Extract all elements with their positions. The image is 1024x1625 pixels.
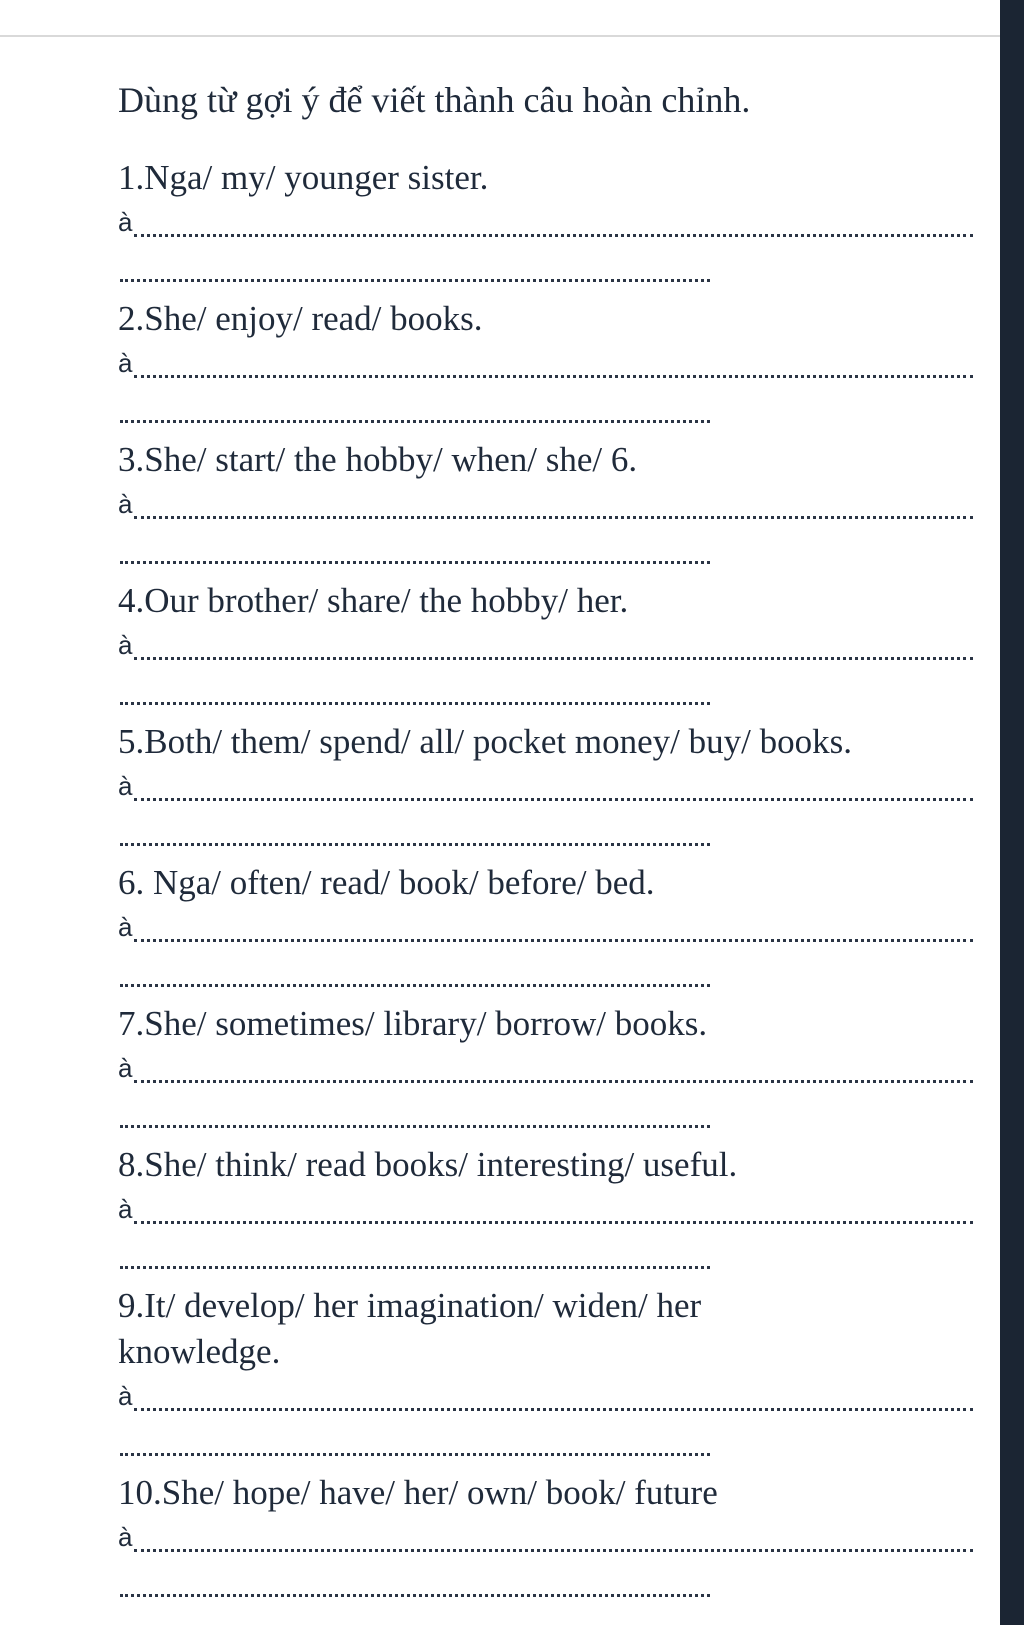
right-edge-bar — [1000, 0, 1024, 1625]
dotted-line — [120, 964, 710, 987]
worksheet-title: Dùng từ gợi ý để viết thành câu hoàn chỉnh. — [118, 80, 751, 120]
exercise-prompt: 9.It/ develop/ her imagination/ widen/ her knowledge. — [118, 1286, 702, 1371]
answer-line-continuation[interactable] — [118, 1246, 710, 1266]
answer-line-continuation[interactable] — [118, 1574, 710, 1594]
dotted-line — [134, 1388, 973, 1411]
exercise-6 — [118, 860, 978, 1001]
dotted-line — [120, 541, 710, 564]
dotted-line — [134, 496, 973, 519]
exercise-7 — [118, 1001, 978, 1142]
answer-marker: à — [118, 630, 133, 660]
dotted-line — [120, 1433, 710, 1456]
answer-marker: à — [118, 489, 133, 519]
exercise-prompt: 8.She/ think/ read books/ interesting/ useful. — [118, 1145, 738, 1184]
answer-line-continuation[interactable] — [118, 1105, 710, 1125]
dotted-line — [134, 1201, 973, 1224]
answer-line-continuation[interactable] — [118, 964, 710, 984]
dotted-line — [120, 682, 710, 705]
exercise-4 — [118, 578, 978, 719]
answer-line[interactable] — [118, 630, 973, 660]
answer-marker: à — [118, 1053, 133, 1083]
dotted-line — [120, 259, 710, 282]
exercise-prompt: 10.She/ hope/ have/ her/ own/ book/ future — [118, 1473, 718, 1512]
exercise-prompt: 2.She/ enjoy/ read/ books. — [118, 299, 483, 338]
answer-line-continuation[interactable] — [118, 541, 710, 561]
answer-line[interactable] — [118, 348, 973, 378]
answer-line[interactable] — [118, 912, 973, 942]
answer-line[interactable] — [118, 1381, 973, 1411]
answer-marker: à — [118, 348, 133, 378]
answer-line-continuation[interactable] — [118, 1433, 710, 1453]
dotted-line — [134, 637, 973, 660]
answer-marker: à — [118, 1381, 133, 1411]
exercise-10 — [118, 1470, 978, 1611]
dotted-line — [134, 919, 973, 942]
exercise-3 — [118, 437, 978, 578]
answer-marker: à — [118, 1194, 133, 1224]
exercise-prompt: 7.She/ sometimes/ library/ borrow/ books. — [118, 1004, 708, 1043]
top-divider — [0, 35, 1000, 37]
exercise-prompt: 4.Our brother/ share/ the hobby/ her. — [118, 581, 629, 620]
exercise-prompt: 6. Nga/ often/ read/ book/ before/ bed. — [118, 863, 655, 902]
answer-line[interactable] — [118, 1194, 973, 1224]
dotted-line — [120, 400, 710, 423]
answer-line[interactable] — [118, 489, 973, 519]
answer-line[interactable] — [118, 1053, 973, 1083]
exercise-prompt: 5.Both/ them/ spend/ all/ pocket money/ buy/ books. — [118, 722, 852, 761]
dotted-line — [134, 1060, 973, 1083]
exercise-5 — [118, 719, 978, 860]
answer-line[interactable] — [118, 1522, 973, 1552]
exercise-9 — [118, 1283, 978, 1470]
answer-marker: à — [118, 771, 133, 801]
answer-line-continuation[interactable] — [118, 259, 710, 279]
exercise-8 — [118, 1142, 978, 1283]
answer-line-continuation[interactable] — [118, 823, 710, 843]
dotted-line — [120, 823, 710, 846]
exercise-prompt: 1.Nga/ my/ younger sister. — [118, 158, 489, 197]
answer-line-continuation[interactable] — [118, 682, 710, 702]
dotted-line — [134, 1529, 973, 1552]
dotted-line — [134, 778, 973, 801]
dotted-line — [120, 1105, 710, 1128]
answer-marker: à — [118, 207, 133, 237]
dotted-line — [120, 1246, 710, 1269]
dotted-line — [134, 214, 973, 237]
answer-line[interactable] — [118, 207, 973, 237]
answer-marker: à — [118, 912, 133, 942]
exercise-1 — [118, 155, 978, 296]
answer-line[interactable] — [118, 771, 973, 801]
exercise-prompt: 3.She/ start/ the hobby/ when/ she/ 6. — [118, 440, 638, 479]
worksheet — [118, 78, 978, 1611]
exercise-2 — [118, 296, 978, 437]
answer-line-continuation[interactable] — [118, 400, 710, 420]
dotted-line — [134, 355, 973, 378]
answer-marker: à — [118, 1522, 133, 1552]
dotted-line — [120, 1574, 710, 1597]
